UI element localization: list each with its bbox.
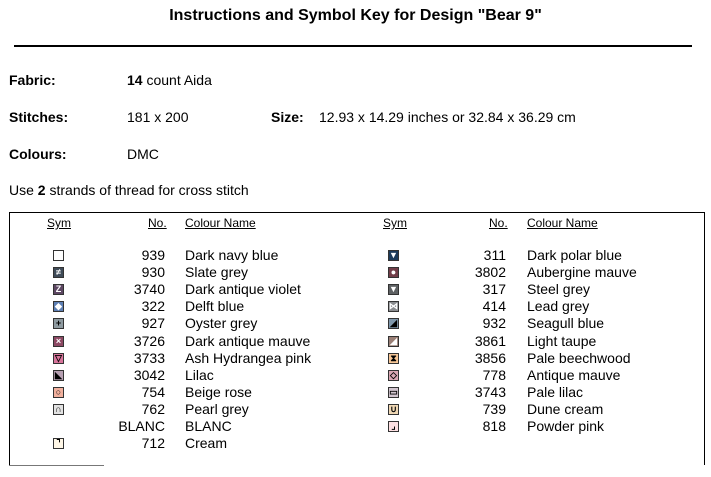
stitch-symbol-icon: ◣: [53, 370, 64, 381]
stitch-symbol-icon: Z: [53, 284, 64, 295]
colour-name: Pale lilac: [527, 383, 584, 400]
stitch-symbol-icon: ▼: [389, 250, 398, 260]
header-no-left: No.: [148, 216, 167, 230]
dmc-number: 818: [482, 418, 506, 434]
strand-count: 2: [37, 182, 46, 198]
header-name-left: Colour Name: [185, 216, 256, 230]
colour-name: Aubergine mauve: [527, 264, 637, 281]
strand-instructions: Use 2 strands of thread for cross stitch: [9, 182, 249, 198]
dmc-number: 3733: [133, 349, 165, 366]
header-name-right: Colour Name: [527, 216, 598, 230]
dmc-number: 3856: [474, 349, 506, 366]
dmc-number: 754: [141, 383, 165, 400]
colour-name: Dark antique mauve: [185, 332, 311, 349]
dmc-number: 778: [482, 366, 506, 383]
colour-name: Antique mauve: [527, 366, 621, 383]
dmc-number: 762: [141, 400, 165, 417]
colour-name: Dark navy blue: [185, 247, 279, 263]
stitch-symbol-icon: ◇: [388, 370, 399, 381]
dmc-number: 3042: [133, 366, 165, 383]
colour-name: Lead grey: [527, 298, 590, 315]
stitch-symbol-icon: ⌝: [53, 438, 64, 449]
stitch-symbol-icon: [53, 250, 64, 261]
colour-name: Pearl grey: [185, 400, 249, 417]
header-sym-left: Sym: [47, 216, 71, 230]
dmc-number: 712: [141, 435, 165, 452]
fabric-count: 14: [127, 72, 143, 88]
stitches-value: 181 x 200: [127, 109, 189, 125]
colour-name: Powder pink: [527, 418, 605, 434]
colour-name: Cream: [185, 435, 228, 452]
colour-name: Beige rose: [185, 383, 252, 400]
title-underline: [14, 45, 692, 47]
stitch-symbol-icon: ◢: [388, 336, 399, 347]
colour-name: Light taupe: [527, 332, 597, 349]
colour-name: BLANC: [185, 418, 232, 434]
stitch-symbol-icon: ⋈: [389, 301, 398, 312]
dmc-number: 317: [482, 281, 506, 298]
colour-name: Pale beechwood: [527, 349, 631, 366]
dmc-number: 311: [483, 247, 506, 263]
stitch-symbol-icon: ⌟: [388, 421, 399, 432]
dmc-number: 3743: [474, 383, 506, 400]
dmc-number: BLANC: [118, 418, 165, 434]
stitch-symbol-icon: ◆: [53, 301, 64, 312]
dmc-number: 932: [482, 315, 506, 332]
colours-label: Colours:: [9, 146, 67, 162]
colour-name: Oyster grey: [185, 315, 258, 332]
dmc-number: 414: [482, 298, 506, 315]
size-value: 12.93 x 14.29 inches or 32.84 x 36.29 cm: [319, 109, 576, 125]
dmc-number: 739: [482, 400, 506, 417]
dmc-number: 930: [141, 264, 165, 281]
colour-name: Dark polar blue: [527, 247, 622, 263]
stitch-symbol-icon: ⧗: [388, 353, 399, 364]
fabric-label: Fabric:: [9, 72, 56, 88]
dmc-number: 939: [141, 247, 165, 263]
stitch-symbol-icon: ∩: [53, 404, 64, 415]
dmc-number: 3726: [133, 332, 165, 349]
stitch-symbol-icon: ▽: [53, 353, 64, 364]
header-sym-right: Sym: [383, 216, 407, 230]
colour-name: Seagull blue: [527, 315, 605, 332]
fabric-type: count Aida: [142, 72, 212, 88]
colour-name: Ash Hydrangea pink: [185, 349, 312, 366]
colour-name: Lilac: [185, 366, 214, 383]
stitch-symbol-icon: ×: [53, 336, 64, 347]
stitch-symbol-icon: ▭: [389, 386, 398, 397]
header-no-right: No.: [489, 216, 508, 230]
colour-name: Dune cream: [527, 400, 604, 417]
size-label: Size:: [271, 109, 304, 125]
dmc-number: 3861: [474, 332, 506, 349]
dmc-number: 927: [141, 315, 165, 332]
stitches-label: Stitches:: [9, 109, 69, 125]
stitch-symbol-icon: ≠: [53, 267, 64, 278]
stitch-symbol-icon: ▼: [389, 284, 398, 295]
stitch-symbol-icon: ∪: [388, 404, 399, 415]
dmc-number: 3802: [474, 264, 506, 281]
dmc-number: 322: [141, 298, 165, 315]
colour-name: Dark antique violet: [185, 281, 301, 298]
stitch-symbol-icon: ●: [388, 267, 399, 278]
colours-value: DMC: [127, 146, 159, 162]
dmc-number: 3740: [133, 281, 165, 298]
table-bottom-line: [9, 465, 104, 466]
colour-name: Steel grey: [527, 281, 591, 298]
colour-name: Slate grey: [185, 264, 249, 281]
stitch-symbol-icon: ○: [53, 387, 64, 398]
stitch-symbol-icon: ◢: [388, 318, 399, 329]
page-title: Instructions and Symbol Key for Design "Bear 9": [169, 7, 542, 24]
stitch-symbol-icon: +: [53, 318, 64, 329]
colour-name: Delft blue: [185, 298, 245, 315]
fabric-value: [127, 72, 212, 88]
